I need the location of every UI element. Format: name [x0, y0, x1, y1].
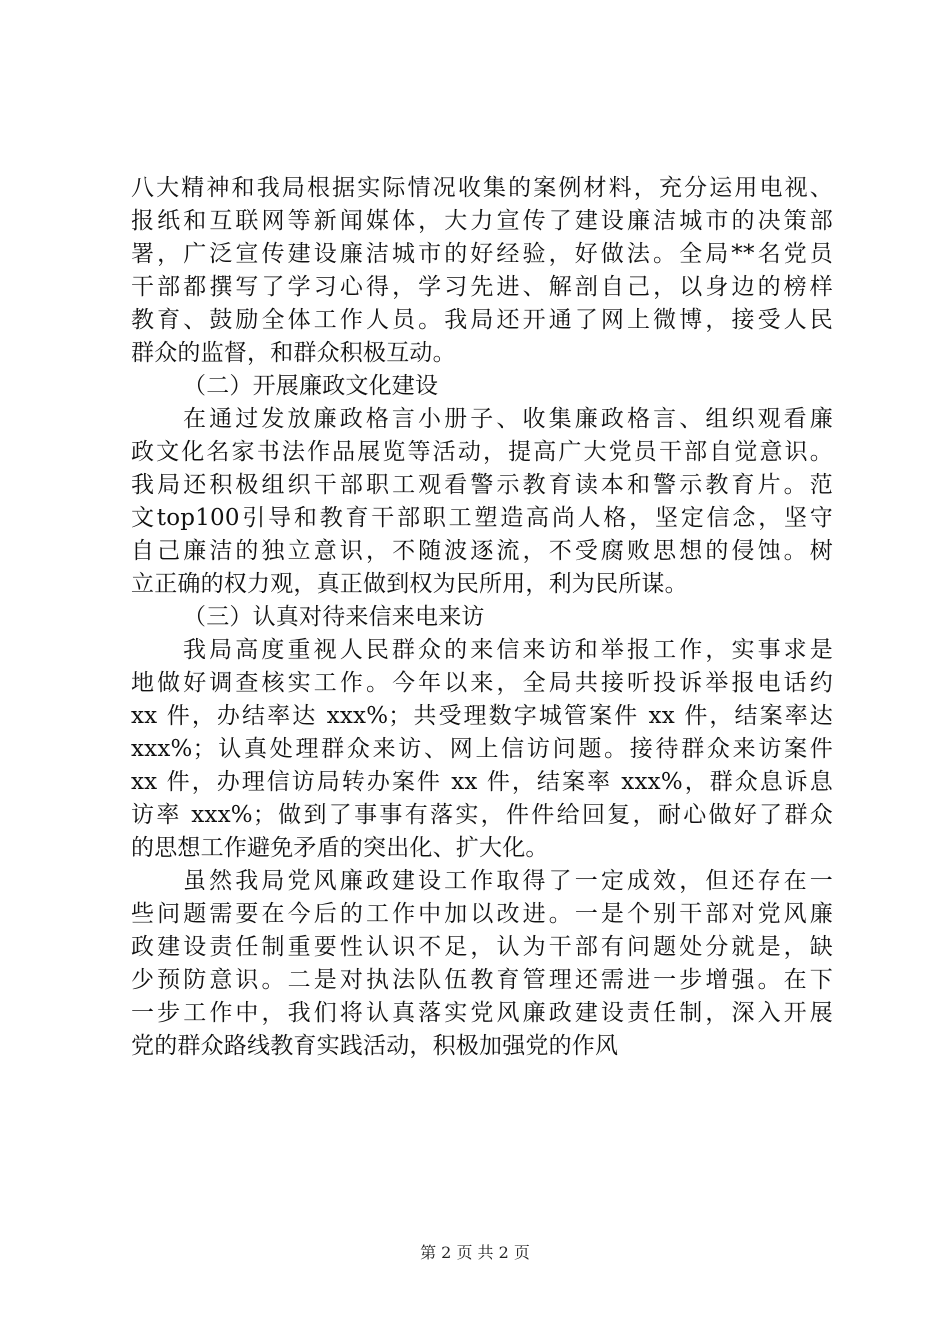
text-line: 政建设责任制重要性认识不足，认为干部有问题处分就是，缺 — [131, 934, 833, 960]
text-line: 我局还积极组织干部职工观看警示教育读本和警示教育片。范 — [131, 472, 833, 498]
text-line: xxx%；认真处理群众来访、网上信访问题。接待群众来访案件 — [131, 736, 833, 762]
text-line: 少预防意识。二是对执法队伍教育管理还需进一步增强。在下 — [131, 967, 833, 993]
text-line: 八大精神和我局根据实际情况收集的案例材料，充分运用电视、 — [131, 175, 833, 201]
text-line: 报纸和互联网等新闻媒体，大力宣传了建设廉洁城市的决策部 — [131, 208, 833, 234]
document-body — [131, 172, 833, 1063]
text-line: 自己廉洁的独立意识，不随波逐流，不受腐败思想的侵蚀。树 — [131, 538, 833, 564]
section-heading: （三）认真对待来信来电来访 — [183, 604, 485, 630]
text-line: 虽然我局党风廉政建设工作取得了一定成效，但还存在一 — [183, 868, 833, 894]
text-line: xx 件，办理信访局转办案件 xx 件，结案率 xxx%，群众息诉息 — [131, 769, 833, 795]
text-line: 一步工作中，我们将认真落实党风廉政建设责任制，深入开展 — [131, 1000, 833, 1026]
text-line: 立正确的权力观，真正做到权为民所用，利为民所谋。 — [131, 571, 688, 597]
text-line: 些问题需要在今后的工作中加以改进。一是个别干部对党风廉 — [131, 901, 833, 927]
section-heading: （二）开展廉政文化建设 — [183, 373, 439, 399]
text-line: 地做好调查核实工作。今年以来，全局共接听投诉举报电话约 — [131, 670, 833, 696]
text-line: 我局高度重视人民群众的来信来访和举报工作，实事求是 — [183, 637, 833, 663]
text-line: 访率 xxx%；做到了事事有落实，件件给回复，耐心做好了群众 — [131, 802, 833, 828]
page-footer: 第 2 页 共 2 页 — [420, 1243, 530, 1262]
text-line: 署，广泛宣传建设廉洁城市的好经验，好做法。全局**名党员 — [131, 241, 833, 267]
text-line: 群众的监督，和群众积极互动。 — [131, 340, 456, 366]
text-line: 干部都撰写了学习心得，学习先进、解剖自己，以身边的榜样 — [131, 274, 833, 300]
text-line: 政文化名家书法作品展览等活动，提高广大党员干部自觉意识。 — [131, 439, 833, 465]
text-line: 教育、鼓励全体工作人员。我局还开通了网上微博，接受人民 — [131, 307, 833, 333]
text-line: 文top100引导和教育干部职工塑造高尚人格，坚定信念，坚守 — [131, 505, 833, 531]
text-line: 在通过发放廉政格言小册子、收集廉政格言、组织观看廉 — [183, 406, 833, 432]
text-line: xx 件，办结率达 xxx%；共受理数字城管案件 xx 件，结案率达 — [131, 703, 833, 729]
text-line: 党的群众路线教育实践活动，积极加强党的作风 — [131, 1033, 619, 1059]
text-line: 的思想工作避免矛盾的突出化、扩大化。 — [131, 835, 549, 861]
